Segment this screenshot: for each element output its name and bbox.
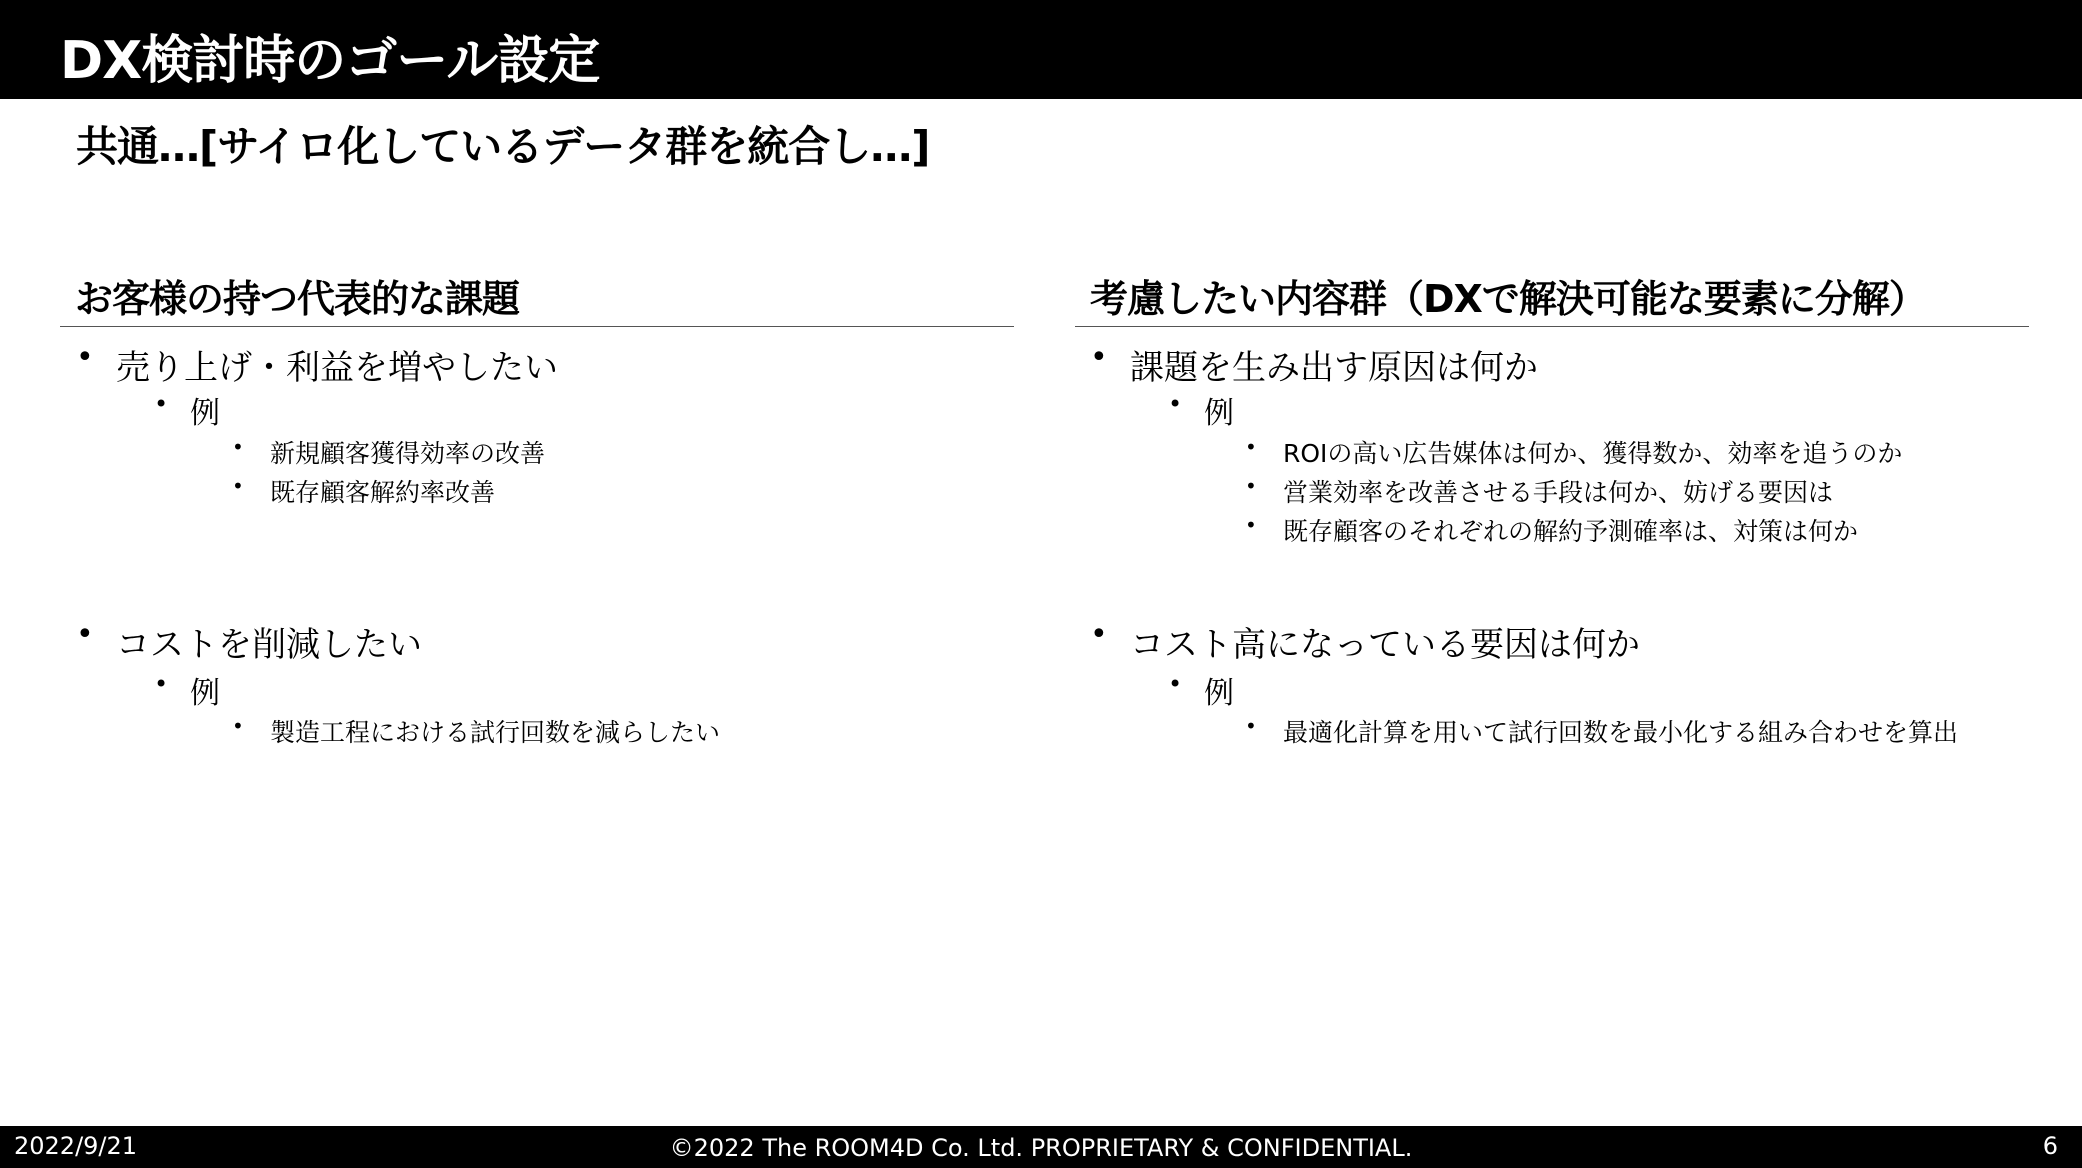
left-bullet-1-sub-text: 例: [190, 396, 220, 431]
right-bullet-2-sub-text: 例: [1204, 676, 1234, 711]
bullet-icon: •: [76, 617, 94, 652]
bullet-icon: •: [1168, 670, 1183, 698]
page-number: 6: [2042, 1132, 2058, 1160]
left-bullet-2-text: コストを削減したい: [116, 625, 422, 665]
bullet-icon: •: [1168, 390, 1183, 418]
right-bullet-1-item-3-text: 既存顧客のそれぞれの解約予測確率は、対策は何か: [1283, 517, 1859, 546]
right-bullet-2-text: コスト高になっている要因は何か: [1130, 625, 1640, 665]
footer-bar: [0, 1126, 2082, 1168]
left-bullet-1-item-2-text: 既存顧客解約率改善: [270, 478, 496, 507]
slide-title: DX検討時のゴール設定: [60, 31, 600, 91]
left-bullet-1-item-1-text: 新規顧客獲得効率の改善: [270, 439, 546, 468]
bullet-icon: •: [1245, 513, 1257, 537]
title-bar: [0, 0, 2082, 99]
bullet-icon: •: [1090, 340, 1108, 375]
bullet-icon: •: [154, 390, 169, 418]
left-column-heading: お客様の持つ代表的な課題: [60, 268, 1014, 327]
bullet-icon: •: [1245, 435, 1257, 459]
bullet-icon: •: [232, 714, 244, 738]
bullet-icon: •: [1245, 714, 1257, 738]
footer-copyright: ©2022 The ROOM4D Co. Ltd. PROPRIETARY & CONFIDENTIAL.: [669, 1134, 1413, 1162]
bullet-icon: •: [76, 340, 94, 375]
bullet-icon: •: [1090, 617, 1108, 652]
bullet-icon: •: [154, 670, 169, 698]
left-column: [60, 268, 1014, 327]
right-bullet-1-sub-text: 例: [1204, 396, 1234, 431]
right-column-heading: 考慮したい内容群（DXで解決可能な要素に分解）: [1075, 268, 2029, 327]
bullet-icon: •: [232, 435, 244, 459]
bullet-icon: •: [1245, 474, 1257, 498]
left-bullet-2-sub-text: 例: [190, 676, 220, 711]
right-bullet-1-item-1-text: ROIの高い広告媒体は何か、獲得数か、効率を追うのか: [1283, 439, 1903, 468]
footer-date: 2022/9/21: [14, 1132, 138, 1160]
bullet-icon: •: [232, 474, 244, 498]
left-bullet-2-item-1-text: 製造工程における試行回数を減らしたい: [270, 718, 721, 747]
right-bullet-1-item-2-text: 営業効率を改善させる手段は何か、妨げる要因は: [1283, 478, 1834, 507]
slide-subtitle: 共通…[サイロ化しているデータ群を統合し…]: [76, 122, 930, 171]
left-bullet-1-text: 売り上げ・利益を増やしたい: [116, 348, 558, 388]
right-bullet-2-item-1-text: 最適化計算を用いて試行回数を最小化する組み合わせを算出: [1283, 718, 1959, 747]
right-bullet-1-text: 課題を生み出す原因は何か: [1130, 348, 1538, 388]
right-column: [1075, 268, 2029, 327]
